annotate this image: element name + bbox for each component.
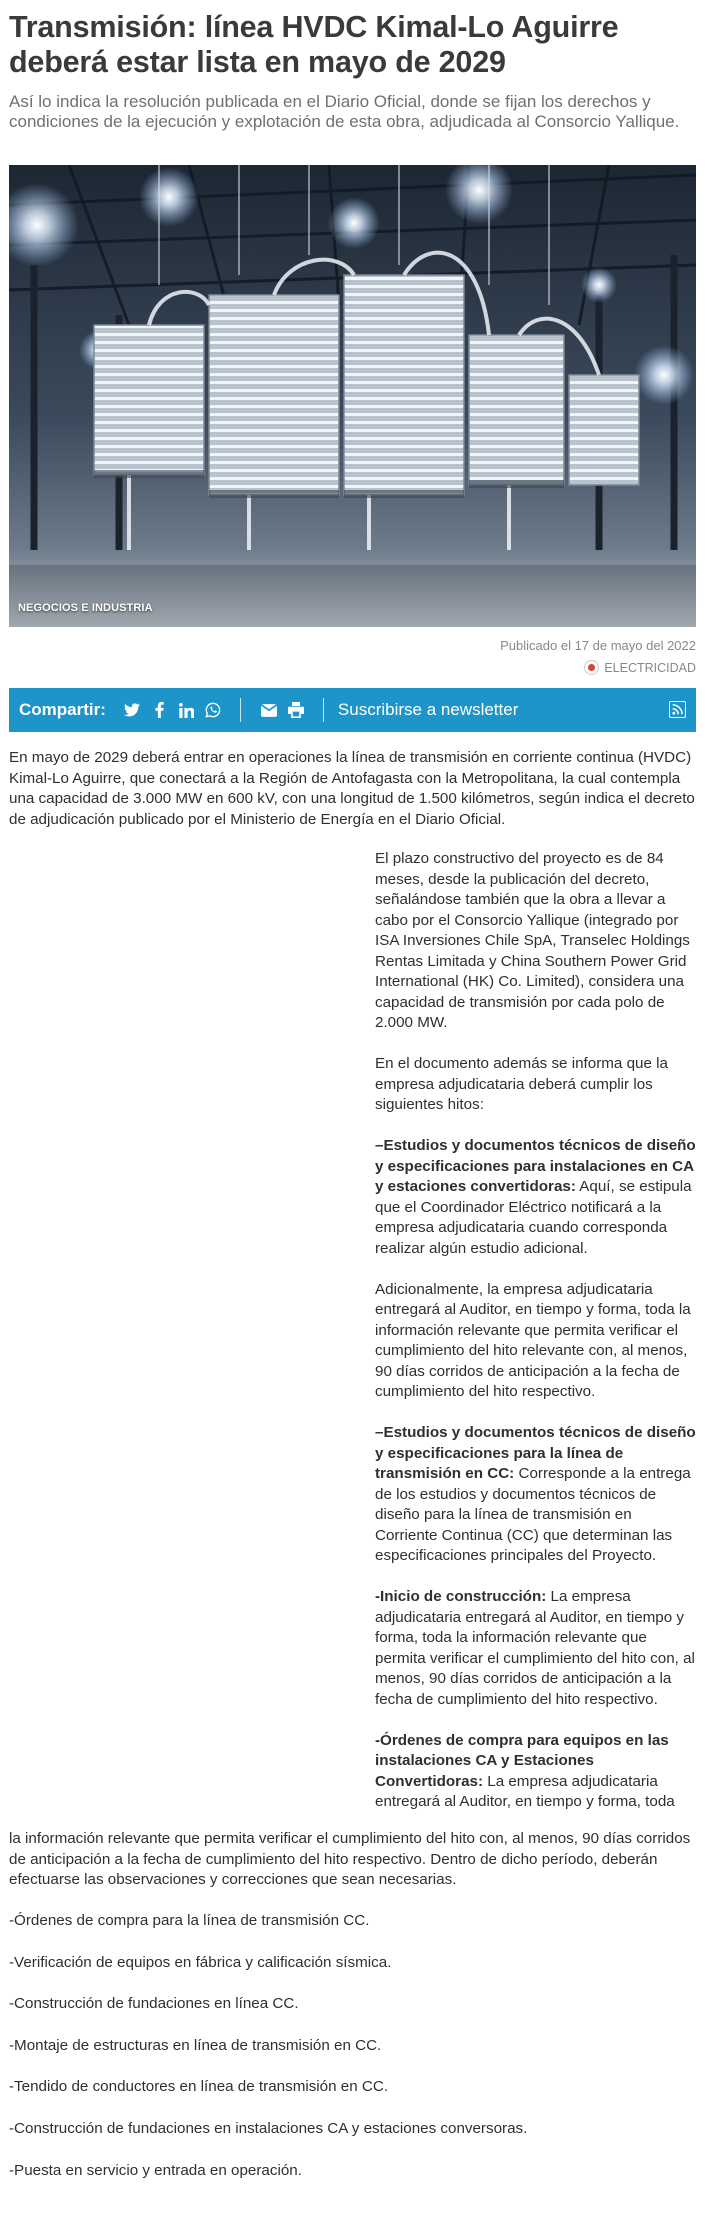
share-bar: [9, 688, 696, 732]
milestone-purchase-orders-title: -Órdenes de compra para equipos en las instalaciones CA y Estaciones Convertidoras:: [375, 1731, 669, 1790]
milestone-ca-studies-text: Aquí, se estipula que el Coordinador Eléctrico notificará a la empresa adjudicataria cuando corresponda realizar algún estudio adicional.: [375, 1178, 692, 1257]
print-icon[interactable]: [288, 702, 305, 719]
milestone-ca-studies: [375, 1136, 696, 1259]
category-label[interactable]: ELECTRICIDAD: [604, 660, 696, 675]
facebook-icon[interactable]: [151, 702, 168, 719]
share-label: Compartir:: [19, 700, 106, 719]
milestone-purchase-orders-text: La empresa adjudicataria entregará al Auditor, en tiempo y forma, toda: [375, 1772, 675, 1810]
category-dot-icon: [584, 660, 599, 675]
milestone-purchase-orders: [375, 1731, 696, 1813]
converter-hall-illustration: [9, 165, 696, 627]
whatsapp-icon[interactable]: [205, 702, 222, 719]
milestone-construction-start: [375, 1587, 696, 1710]
milestone-construction-start-text: La empresa adjudicataria entregará al Auditor, en tiempo y forma, toda la información relevante que permita verificar el cumplimiento del hito con, al menos, 90 días corridos de anticipación a la fecha de cumplimiento del hito respectivo.: [375, 1588, 695, 1708]
milestone-cc-studies: [375, 1423, 696, 1567]
list-item: -Verificación de equipos en fábrica y calificación sísmica.: [9, 1953, 392, 1971]
publish-date: Publicado el 17 de mayo del 2022: [500, 638, 696, 653]
article-subtitle: Así lo indica la resolución publicada en el Diario Oficial, donde se fijan los derechos y condiciones de la ejecución y explotación de esta obra, adjudicada al Consorcio Yallique.: [9, 92, 680, 131]
share-icons: [124, 698, 334, 722]
milestone-cc-studies-title: –Estudios y documentos técnicos de diseño y especificaciones para la línea de transmisión en CC:: [375, 1424, 696, 1482]
milestone-construction-start-title: -Inicio de construcción:: [375, 1588, 547, 1605]
paragraph-plazo: El plazo constructivo del proyecto es de 84 meses, desde la publicación del decreto, señalándose también que la obra a llevar a cabo por el Consorcio Yallique (integrado por ISA Inversiones Chile SpA, Transelec Holdings Rentas Limitada y China Southern Power Grid International (HK) Co. Limited), considera una capacidad de transmisión por cada polo de 2.000 MW.: [375, 850, 690, 1031]
list-item: -Puesta en servicio y entrada en operación.: [9, 2161, 302, 2179]
article-meta: [500, 638, 696, 675]
milestone-list: [9, 1911, 696, 2202]
twitter-icon[interactable]: [124, 702, 141, 719]
list-item: -Construcción de fundaciones en línea CC.: [9, 1995, 299, 2013]
milestone-cc-studies-text: Corresponde a la entrega de los estudios y documentos técnicos de diseño para la línea de transmisión en Corriente Continua (CC) que determinan las especificaciones principales del Proyecto.: [375, 1465, 691, 1564]
image-section-tag[interactable]: NEGOCIOS E INDUSTRIA: [18, 602, 153, 614]
content-column: [375, 849, 696, 1813]
list-item: -Montaje de estructuras en línea de transmisión en CC.: [9, 2036, 382, 2054]
share-divider: [240, 698, 241, 722]
article-title: Transmisión: línea HVDC Kimal-Lo Aguirre deberá estar lista en mayo de 2029: [9, 10, 619, 79]
hero-image: [9, 165, 696, 627]
paragraph-hitos-intro: En el documento además se informa que la empresa adjudicataria deberá cumplir los siguientes hitos:: [375, 1055, 668, 1113]
lead-paragraph: En mayo de 2029 deberá entrar en operaciones la línea de transmisión en corriente continua (HVDC) Kimal-Lo Aguirre, que conectará a la Región de Antofagasta con la Metropolitana, la cual contempla una capacidad de 3.000 MW en 600 kV, con una longitud de 1.500 kilómetros, según indica el decreto de adjudicación publicado por el Ministerio de Energía en el Diario Oficial.: [9, 749, 695, 828]
list-item: -Construcción de fundaciones en instalaciones CA y estaciones conversoras.: [9, 2119, 528, 2137]
email-icon[interactable]: [261, 702, 278, 719]
milestone-ca-studies-title: –Estudios y documentos técnicos de diseño y especificaciones para instalaciones en CA y estaciones convertidoras:: [375, 1137, 696, 1195]
paragraph-auditor: Adicionalmente, la empresa adjudicataria entregará al Auditor, en tiempo y forma, toda la información relevante que permita verificar el cumplimiento del hito relevante con, al menos, 90 días corridos de anticipación a la fecha de cumplimiento del hito respectivo.: [375, 1280, 691, 1400]
category-tag[interactable]: [500, 660, 696, 675]
rss-icon[interactable]: [669, 701, 686, 718]
newsletter-link[interactable]: Suscribirse a newsletter: [337, 700, 519, 719]
linkedin-icon[interactable]: [178, 702, 195, 719]
milestone-purchase-orders-continued: la información relevante que permita verificar el cumplimiento del hito con, al menos, 90 días corridos de anticipación a la fecha de cumplimiento del hito respectivo. Dentro de dicho período, deberán efectuarse las observaciones y correcciones que sean necesarias.: [9, 1830, 691, 1888]
share-divider-2: [323, 698, 324, 722]
list-item: -Órdenes de compra para la línea de transmisión CC.: [9, 1912, 370, 1929]
article: [9, 0, 696, 2179]
list-item: -Tendido de conductores en línea de transmisión en CC.: [9, 2078, 389, 2096]
